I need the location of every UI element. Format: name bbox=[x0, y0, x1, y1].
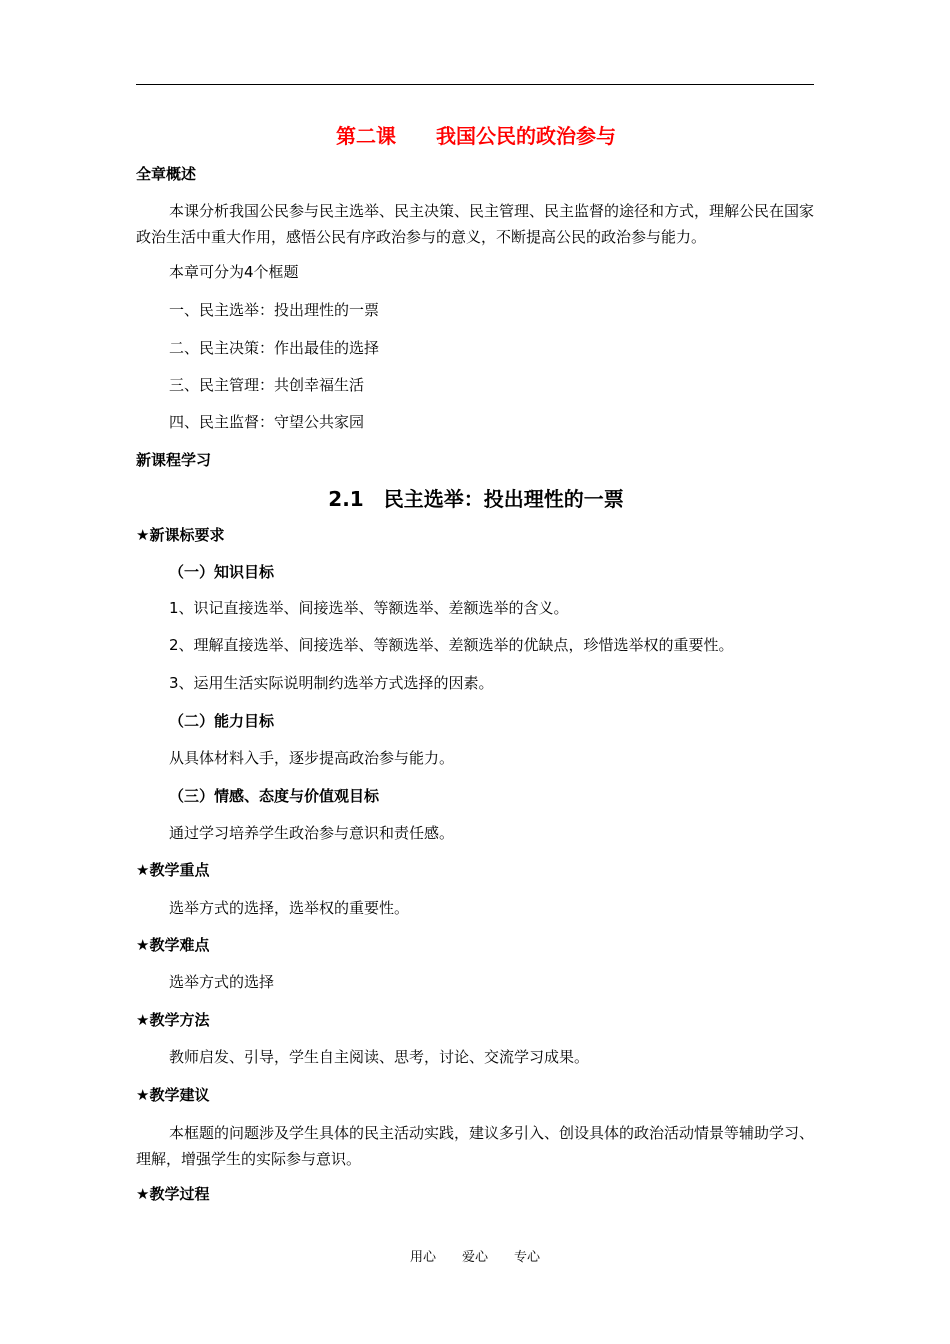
method-heading: ★教学方法 bbox=[136, 1011, 210, 1029]
emotion-heading: （三）情感、态度与价值观目标 bbox=[169, 787, 380, 805]
page-title: 第二课 我国公民的政治参与 bbox=[336, 124, 616, 148]
suggestion-paragraph: 本框题的问题涉及学生具体的民主活动实践，建议多引入、创设具体的政治活动情景等辅助学习、理解，增强学生的实际参与意识。 bbox=[136, 1124, 815, 1168]
page-footer: 用心 爱心 专心 bbox=[409, 1250, 540, 1265]
difficulty-text: 选举方式的选择 bbox=[169, 973, 275, 991]
overview-heading: 全章概述 bbox=[136, 165, 197, 183]
knowledge-item-3: 3、运用生活实际说明制约选举方式选择的因素。 bbox=[169, 674, 494, 692]
emotion-text: 通过学习培养学生政治参与意识和责任感。 bbox=[169, 824, 455, 842]
knowledge-item-1: 1、识记直接选举、间接选举、等额选举、差额选举的含义。 bbox=[169, 599, 569, 617]
key-heading: ★教学重点 bbox=[136, 861, 210, 879]
frame-item-1: 一、民主选举：投出理性的一票 bbox=[169, 301, 380, 319]
difficulty-heading: ★教学难点 bbox=[136, 936, 210, 954]
suggestion-heading: ★教学建议 bbox=[136, 1086, 210, 1104]
process-heading: ★教学过程 bbox=[136, 1185, 210, 1203]
frame-item-3: 三、民主管理：共创幸福生活 bbox=[169, 376, 365, 394]
frames-intro: 本章可分为4个框题 bbox=[169, 263, 299, 281]
overview-paragraph: 本课分析我国公民参与民主选举、民主决策、民主管理、民主监督的途径和方式，理解公民在国家政治生活中重大作用，感悟公民有序政治参与的意义，不断提高公民的政治参与能力。 bbox=[136, 202, 815, 246]
section-title: 2.1 民主选举：投出理性的一票 bbox=[328, 487, 624, 511]
frame-item-2: 二、民主决策：作出最佳的选择 bbox=[169, 339, 380, 357]
method-text: 教师启发、引导，学生自主阅读、思考，讨论、交流学习成果。 bbox=[169, 1048, 590, 1066]
frame-item-4: 四、民主监督：守望公共家园 bbox=[169, 413, 365, 431]
ability-heading: （二）能力目标 bbox=[169, 712, 275, 730]
standards-heading: ★新课标要求 bbox=[136, 526, 225, 544]
knowledge-heading: （一）知识目标 bbox=[169, 563, 275, 581]
new-course-heading: 新课程学习 bbox=[136, 451, 212, 469]
ability-text: 从具体材料入手，逐步提高政治参与能力。 bbox=[169, 749, 455, 767]
key-text: 选举方式的选择，选举权的重要性。 bbox=[169, 899, 410, 917]
knowledge-item-2: 2、理解直接选举、间接选举、等额选举、差额选举的优缺点，珍惜选举权的重要性。 bbox=[169, 636, 734, 654]
header-rule bbox=[136, 84, 814, 85]
